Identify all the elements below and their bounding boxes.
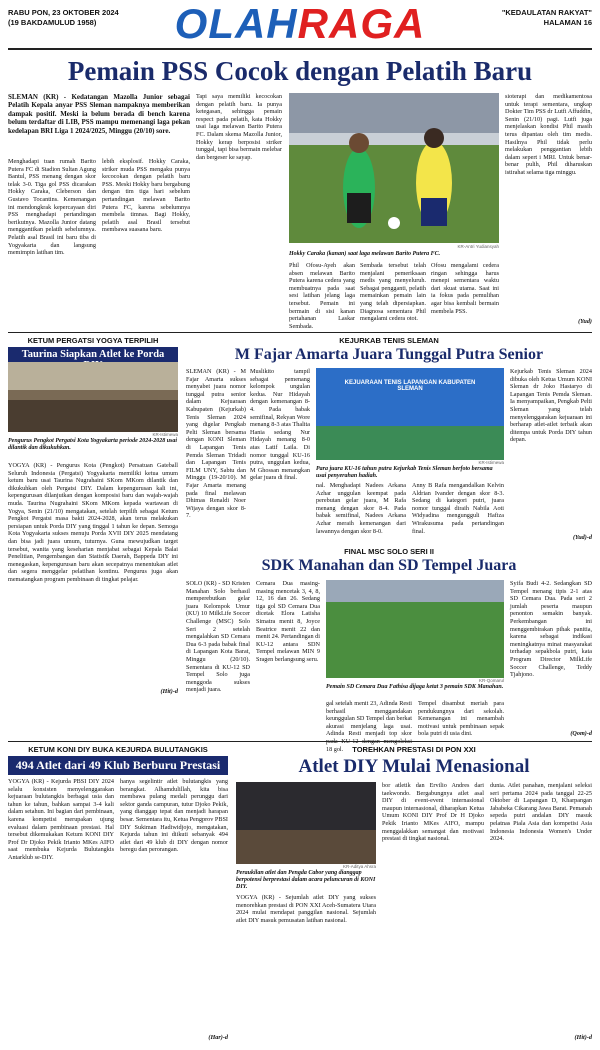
pbsi-col-2: hanya segelintir atlet bulutangkis yang berangkat. Alhamdulillah, kita bisa membawa pulang medali perunggu dari sektor ganda campuran, tutur Djoko Pekik, yang dianggap tepat dan menjadi harapan besar. Sementara itu, Ketua Pengprov PBSI DIY Sukiman Hadiwidjojo, mengatakan, Kejurda tahun ini diikuti sebanyak 494 atlet dari 49 klub di DIY dengan nomor beregu dan perorangan.	[120, 778, 228, 854]
msc-headline: SDK Manahan dan SD Tempel Juara	[261, 557, 517, 574]
main-photo-credit: KR-Antri Yudiansyah	[457, 244, 499, 249]
edition-hijri-date: (19 BAKDAMULUD 1958)	[8, 18, 97, 27]
main-photo-caption: Hokky Caraka (kanan) saat laga melawan Barito Putera FC.	[289, 251, 441, 257]
section-rule-2	[8, 741, 592, 742]
youth-football-image	[326, 580, 504, 678]
tenis-headline: M Fajar Amarta Juara Tunggal Putra Senior	[234, 346, 544, 363]
main-col-7: sioterapi dan medikamentosa untuk terapi sementara, ungkap Dokter Tim PSS dr Lutfi Affuddin, Senin (21/10) pagi. Lutfi juga menjelaskan kondisi Phil masih terus dipantau oleh tim medis. Hasilnya Phil tidak perlu melakukan penggantian lebih dalam sepert i MRI. Untuk benar-benar pulih, Phil diharuskan istirahat selama tiga minggu.	[505, 93, 592, 176]
edition-date: RABU PON, 23 OKTOBER 2024	[8, 8, 119, 17]
porda-photo-caption: Pengurus Pengkot Pergatsi Kota Yogyakarta periode 2024-2028 usai dilantik dan dikukuhkan.	[8, 438, 178, 451]
atlet-photo-caption: Peraukilan atlet dan Pengda Cabor yang dianggap berpotensi berprestasi dalam acara peluncuran di KONI DIY.	[236, 870, 376, 890]
msc-kicker: FINAL MSC SOLO SERI II	[344, 547, 434, 556]
msc-col-4: Tempel disambut meriah para pendukungnya dari sekolah. Kemenangan ini menambah motivasi untuk pembinaan sepak bola putri di usia dini.	[418, 700, 504, 738]
atlet-headline: Atlet DIY Mulai Menasional	[298, 756, 530, 777]
atlet-col-1: YOGYA (KR) - Sejumlah atlet DIY yang sukses menorehkan prestasi di PON XXI Aceh-Sumatera Utara 2024 mulai mendapat panggilan nasional. Sejumlah atlet DIY masuk pemusatan latihan nasional.	[236, 894, 376, 924]
msc-col-3: gal setelah menit 23, Adinda Resti berhasil menggandakan keunggulan SD Tempel dan berkat akurasi menjelang laga usai. Adinda Resti menjadi top skor 18 gol.	[326, 700, 412, 753]
lead-dateline: SLEMAN (KR) -	[8, 93, 67, 101]
logo-part-olah: OLAH	[174, 0, 298, 47]
pbsi-col-1: YOGYA (KR) - Kejurda PBSI DIY 2024 selalu konsisten menyelenggarakan kejuaraan bulutangkis berbagai usia dan tahun ke tahun, bahkan sampai 3-4 kali dalam setahun. Ini bagian dari pembinaan, karena kompetisi merupakan ujung evaluasi dalam pembinaan prestasi. Hal tersebut dikemukakan Ketum KONI DIY Prof Dr Djoko Pekik Irianto MKes AIFO saat membuka Kejurda Bulutangkis Antarklub se-DIY.	[8, 778, 114, 861]
lead-text: Kedatangan Mazolla Junior sebagai Pelatih Kepala anyar PSS Sleman nampaknya memberikan dampak positif. Meski ia belum berada di bench karena belum terdaftar di LIB, PSS mampu memenangi laga pekan kedelapan BRI Liga 1 2024/2025, Minggu (20/10) sore.	[8, 93, 190, 135]
athletes-group-image	[236, 782, 376, 864]
atlet-kicker: TOREHKAN PRESTASI DI PON XXI	[352, 745, 476, 754]
main-col-4: Phil Ofosu-Ayeh akan absen melawan Barito Putera karena cedera yang membuatnya pada saat sesi latihan jelang laga tersebut. Pemain ini bermain di sisi kanan pertahanan Laskar Sembada.	[289, 262, 355, 330]
atlet-photo	[236, 782, 376, 864]
masthead	[0, 0, 600, 50]
section-logo	[150, 2, 450, 46]
masthead-date	[8, 8, 119, 28]
main-col-2: lebih eksplosif. Hokky Caraka, striker muda PSS mengaku punya kecocokan dengan pelatih baru PSS. Meski Hokky baru bergabung dengan tim tiga hari sebelum pertandingan melawan Barito Putera FC, karena sebelumnya membela timnas. Bagi Hokky, pelatih asal Brasil tersebut membawa suasana baru.	[102, 158, 190, 234]
masthead-right	[502, 8, 592, 28]
masthead-rule	[8, 48, 592, 50]
main-signature: (Yud)	[578, 318, 592, 325]
main-col-1: Menghadapi tuan rumah Barito Putera FC di Stadion Sultan Agung Bantul, PSS menang dengan skor telak 3-0. Tiga gol PSS dicarakan Hokky Caraka, Cleberson dan Gustavo Tocantins. Kemenangan ini mendongkrak kepercayaan diri PSS menghadapi pertandingan berikutnya. Mazolla Junior datang menggantikan pelatih sebelumnya. Pelatih asal Brasil ini baru tiba di Yogyakarta dan langsung memimpin latihan tim.	[8, 158, 96, 257]
tenis-kicker: KEJURKAB TENIS SLEMAN	[339, 336, 439, 345]
tenis-col-4: Anny B Rafa mengandalkan Kelvin Aldrian Ivander dengan skor 8-3. Sedang di kategori putri, juara nomor tunggal diraih Nabila Aoti Widyadina mengungguli Hafiza Wirakusuma pada pertandingan final.	[412, 482, 504, 535]
section-rule	[8, 332, 592, 333]
tenis-col-5: Kejurkab Tenis Sleman 2024 dibuka oleh Ketua Umum KONI Sleman dr Joko Hastaryo di Lapangan Tenis Pemda Sleman. Ia menyampaikan, Pengkab Pelti Sleman yang telah menyelenggarakan kejuaraan ini berharap atlet-atlet terbaik akan ditempa untuk Porda DIY tahun depan.	[510, 368, 592, 444]
atlet-signature: (Hit)-d	[574, 1034, 592, 1041]
tenis-photo-credit: KR-Istimewa	[478, 460, 504, 465]
main-col-3: Tapi saya memiliki kecocokan dengan pelatih baru. Ia punya ketegasan, sehingga pemain respect pada pelatih, kata Hokky usai laga melawan Barito Putera FC. Dalam skema Mazolla Junior, Hokky kerap berposisi striker tunggal, tapi bisa bermain melebar dan bergeser ke sayap.	[196, 93, 282, 161]
msc-col-2: Cemara Dua masing-masing mencetak 3, 4, 8, 12, 16 dan 26. Sedang tiga gol SD Cemara Dua dicetak Elora Latisha Simatra menit 8, Joyce Beatrice menit 22 dan menit 24. Pertandingan di KU-12 antara SDN Tempel melawan MIN 9 Sragen berlangsung seru.	[256, 580, 320, 663]
pbsi-kicker: KETUM KONI DIY BUKA KEJURDA BULUTANGKIS	[28, 745, 208, 754]
msc-photo-caption: Pemain SD Cemara Dua Fathisa dijaga ketat 3 pemain SDK Manahan.	[326, 684, 504, 690]
tenis-signature: (Yud)-d	[572, 534, 592, 541]
porda-photo	[8, 362, 178, 432]
porda-photo-credit: KR-Istimewa	[152, 432, 178, 437]
porda-headline: Taurina Siapkan Atlet ke Porda	[8, 347, 178, 373]
main-photo	[289, 93, 499, 243]
pbsi-headline: 494 Atlet dari 49 Klub Berburu Prestasi	[8, 756, 228, 775]
tenis-photo	[316, 368, 504, 460]
porda-signature: (Hit)-d	[160, 688, 178, 695]
tenis-photo-caption: Para juara KU-16 tahun putra Kejurkab Tenis Sleman berfoto bersama usai penyerahan hadiah.	[316, 466, 493, 479]
atlet-col-3: dunia. Atlet panahan, menjalani seleksi seri pertama 2024 pada tanggal 22-25 Oktober di Lapangan D, Kharpangan Jababeka Cikarang Jawa Barat. Pemanah sepeda putri andalan DIY masuk pelatnas Piala Asia dan kompetisi Asia Indonesia Indonesia Women's Under 2024.	[490, 782, 592, 843]
msc-col-5: Syifa Budi 4-2. Sedangkan SD Tempel menang tipis 2-1 atas SD Cemara Dua. Pada seri 2 jumlah peserta maupun penonton semakin banyak. Perkembangan ini menggembirakan pihak panitia, karena sebagai indikasi meningkatnya minat masyarakat terhadap sepakbola putri, kata Program Director MilkLife Soccer Challenge, Teddy Tjahjono.	[510, 580, 592, 679]
main-lead	[8, 93, 190, 153]
porda-kicker: KETUM PERGATSI YOGYA TERPILIH	[27, 336, 159, 345]
msc-photo-credit: KR-Qomarul	[478, 678, 504, 683]
football-match-image	[289, 93, 499, 243]
main-col-5: Sembada tersebut telah menjalani pemeriksaan medis yang menyeluruh. Sebagai pengganti, pelatih memainkan pemain lain yang telah dipersiapkan. Diagnosa sementara Phil mengalami cedera otot.	[360, 262, 426, 323]
msc-photo	[326, 580, 504, 678]
tenis-col-2: Muslikito tampil sebagai pemenang kelompok ungulan kedua. Nur Hidayah dengan kemenangan 8-4. Pada babak semifinal, Rekyan Wore menang 8-3 atas Thalita Hania sedang Nur Hidayah menang 8-0 atas Latif Laila. Di nomor tunggal KU-16 putra, unggulan kedua, M Ghossan menangkan gelar juara di final.	[250, 368, 310, 482]
main-col-6: Ofosu mengalami cedera ringan sehingga harus menepi sementara waktu dari skuat utama. Saat ini ia fokus pada pemulihan agar bisa kembali bermain membela PSS.	[431, 262, 499, 315]
tenis-col-3: nal. Menghadapi Nadees Arkana Azhar unggulan keempat pada perebutan gelar juara, M Rafa menang dengan skor 8-4. Pada babak semifinal, Nadees Arkana Azhar meraih kemenangan dari lawannya dengan skor 8-0.	[316, 482, 406, 535]
group-photo-image	[8, 362, 178, 432]
atlet-photo-credit: KR-Aditya Ahsra	[342, 864, 376, 869]
porda-body: YOGYA (KR) - Pengurus Kota (Pengkot) Persatuan Gateball Seluruh Indonesia (Pergatsi) Yogyakarta memiliki ketua umum ketum baru usai Taurina Nugrahaini SKom MKom dilantik dan dikukuhkan oleh Pergatsi DIY. Dalam kepengurusan kali ini, kepengurusan dilanjutkan dengan komposisi baru dan wajah-wajah muda. Taurina Nugrahaini SKom MKom kepada wartawan di Yogya, Senin (21/10) mengatakan, setelah terpilih sebagai Ketum Pengkot Pergatsi masa bakti 2024-2028, akan terus melakukan persiapan untuk Porda DIY yang tinggal 1 tahun ke depan. Semoga Kota Yogyakarta sukses menuju Porda XVII DIY 2025 mendatang dan bisa jadi juara umum, tuturnya. Guna mewujudkan target tersebut, wanita yang keseharian menjabat sebagai Kepala Balai Penelitian, Pengembangan dan Statistik Daerah, Bappeda DIY ini menegaskan, kepengurusan baru akan secepatnya menentukan atlet dan segera menggelar pelatihan kontinu. Pengurus juga akan mematangkan program pembinaan di tingkat pelajar.	[8, 462, 178, 583]
logo-part-raga: RAGA	[297, 0, 426, 47]
pbsi-signature: (Har)-d	[208, 1034, 228, 1041]
msc-col-1: SOLO (KR) - SD Kristen Manahan Solo berhasil memperebutkan gelar juara Kelompok Umur (KU) 10 MilkLife Soccer Challenge (MSC) Solo Seri 2 setelah mengalahkan SD Cemara Dua 6-3 pada babak final di Lapangan Kota Barat, Minggu (20/10). Sementara di KU-12 SD Tempel Solo juga menggoda sukses menjadi juara.	[186, 580, 250, 694]
newspaper-name: "KEDAULATAN RAKYAT"	[501, 8, 592, 17]
main-headline: Pemain PSS Cocok dengan Pelatih Baru	[67, 56, 533, 86]
tenis-col-1: SLEMAN (KR) - M Fajar Amarta sukses menyabet juara nomor tunggal putra senior dalam Kejuaraan Kabupaten (Kejurkab) Tenis Sleman 2024 yang digelar Pengkab Pelti Sleman bersama dengan KONI Sleman di Lapangan Tenis Pemda Sleman Tridadi dan Lapangan Tenis FILM UNY, Sabtu dan Minggu (19-20/10). M Fajar Amarta menang pada final melawan Dhimas Renaldi Noer Wijaya dengan skor 8-7.	[186, 368, 246, 520]
atlet-col-2: bor atletik dan Ervilio Andres dari taekwondo. Bergabungnya atlet asal DIY di event-event internasional maupun internasional, diharapkan Ketua Umum KONI DIY Prof Dr H Djoko Pekik Irianto MKes AIFO, mampu menggalakkan semangat dan motivasi prestasi di tingkat nasional.	[382, 782, 484, 843]
tenis-banner-text: KEJUARAAN TENIS LAPANGAN KABUPATEN SLEMAN	[344, 380, 476, 392]
page-number: HALAMAN 16	[543, 18, 592, 27]
msc-signature: (Qom)-d	[570, 730, 592, 737]
